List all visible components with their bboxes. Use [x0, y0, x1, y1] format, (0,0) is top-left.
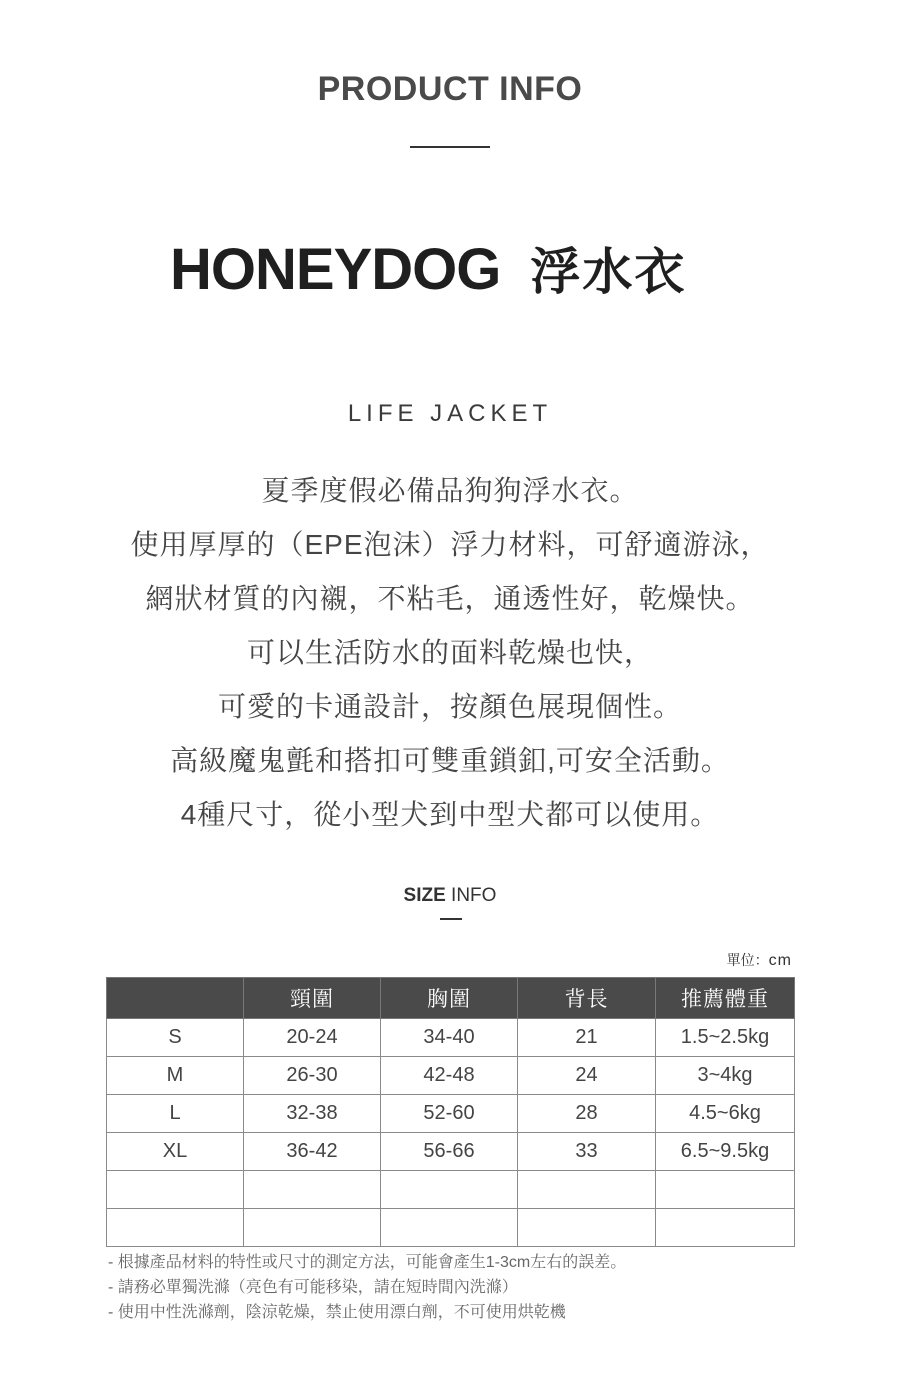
table-cell: 21	[518, 1019, 656, 1057]
table-cell: XL	[107, 1133, 244, 1171]
description-list	[0, 468, 900, 846]
table-cell: 24	[518, 1057, 656, 1095]
column-header: 胸圍	[381, 978, 518, 1019]
table-cell	[381, 1209, 518, 1247]
column-header	[107, 978, 244, 1019]
table-row	[107, 1019, 795, 1057]
column-header: 背長	[518, 978, 656, 1019]
table-row	[107, 1209, 795, 1247]
title-divider	[410, 146, 490, 148]
table-row	[107, 1057, 795, 1095]
table-row	[107, 1095, 795, 1133]
column-header: 推薦體重	[656, 978, 795, 1019]
table-row	[107, 1171, 795, 1209]
table-cell: 52-60	[381, 1095, 518, 1133]
size-table	[106, 977, 795, 1247]
table-cell: 32-38	[244, 1095, 381, 1133]
table-cell: 20-24	[244, 1019, 381, 1057]
unit-value: cm	[768, 952, 792, 969]
description-line: 高級魔鬼氈和搭扣可雙重鎖釦,可安全活動。	[170, 745, 730, 776]
size-heading-rest: INFO	[445, 885, 497, 906]
product-name-cn: 浮水衣	[530, 244, 687, 300]
size-divider	[440, 918, 462, 920]
description-line: 可以生活防水的面料乾燥也快，	[246, 637, 653, 668]
product-subtitle: LIFE JACKET	[347, 400, 553, 427]
table-cell	[107, 1209, 244, 1247]
note-item: - 請務必單獨洗滌（亮色有可能移染，請在短時間內洗滌）	[108, 1279, 518, 1296]
table-cell	[656, 1209, 795, 1247]
table-cell	[656, 1171, 795, 1209]
table-cell: 42-48	[381, 1057, 518, 1095]
table-cell	[381, 1171, 518, 1209]
table-cell: 36-42	[244, 1133, 381, 1171]
description-line: 使用厚厚的（EPE泡沫）浮力材料，可舒適游泳，	[130, 529, 770, 560]
table-cell: 28	[518, 1095, 656, 1133]
unit-label	[727, 950, 792, 970]
table-cell: S	[107, 1019, 244, 1057]
note-item: - 使用中性洗滌劑，陰涼乾燥，禁止使用漂白劑，不可使用烘乾機	[108, 1304, 566, 1321]
table-cell: 33	[518, 1133, 656, 1171]
unit-label-text: 單位：	[726, 952, 769, 968]
note-item: - 根據產品材料的特性或尺寸的測定方法，可能會產生1-3cm左右的誤差。	[108, 1254, 627, 1271]
table-cell: 4.5~6kg	[656, 1095, 795, 1133]
table-cell	[244, 1209, 381, 1247]
table-cell: 34-40	[381, 1019, 518, 1057]
table-header-row	[107, 978, 795, 1019]
size-info-heading	[0, 885, 900, 907]
table-cell: 1.5~2.5kg	[656, 1019, 795, 1057]
column-header: 頸圍	[244, 978, 381, 1019]
table-cell	[518, 1171, 656, 1209]
description-line: 網狀材質的內襯，不粘毛，通透性好，乾燥快。	[145, 583, 755, 614]
product-name	[170, 232, 686, 304]
description-line: 夏季度假必備品狗狗浮水衣。	[261, 475, 639, 506]
description-line: 4種尺寸，從小型犬到中型犬都可以使用。	[180, 799, 720, 830]
brand-name: HONEYDOG	[170, 237, 501, 302]
section-title: PRODUCT INFO	[317, 70, 583, 108]
table-cell	[518, 1209, 656, 1247]
description-line: 可愛的卡通設計，按顏色展現個性。	[217, 691, 682, 722]
table-cell: M	[107, 1057, 244, 1095]
table-cell: L	[107, 1095, 244, 1133]
table-cell	[107, 1171, 244, 1209]
size-heading-bold: SIZE	[403, 885, 446, 906]
notes-list	[108, 1250, 626, 1325]
table-cell: 26-30	[244, 1057, 381, 1095]
table-cell	[244, 1171, 381, 1209]
table-cell: 3~4kg	[656, 1057, 795, 1095]
table-row	[107, 1133, 795, 1171]
table-cell: 56-66	[381, 1133, 518, 1171]
table-cell: 6.5~9.5kg	[656, 1133, 795, 1171]
